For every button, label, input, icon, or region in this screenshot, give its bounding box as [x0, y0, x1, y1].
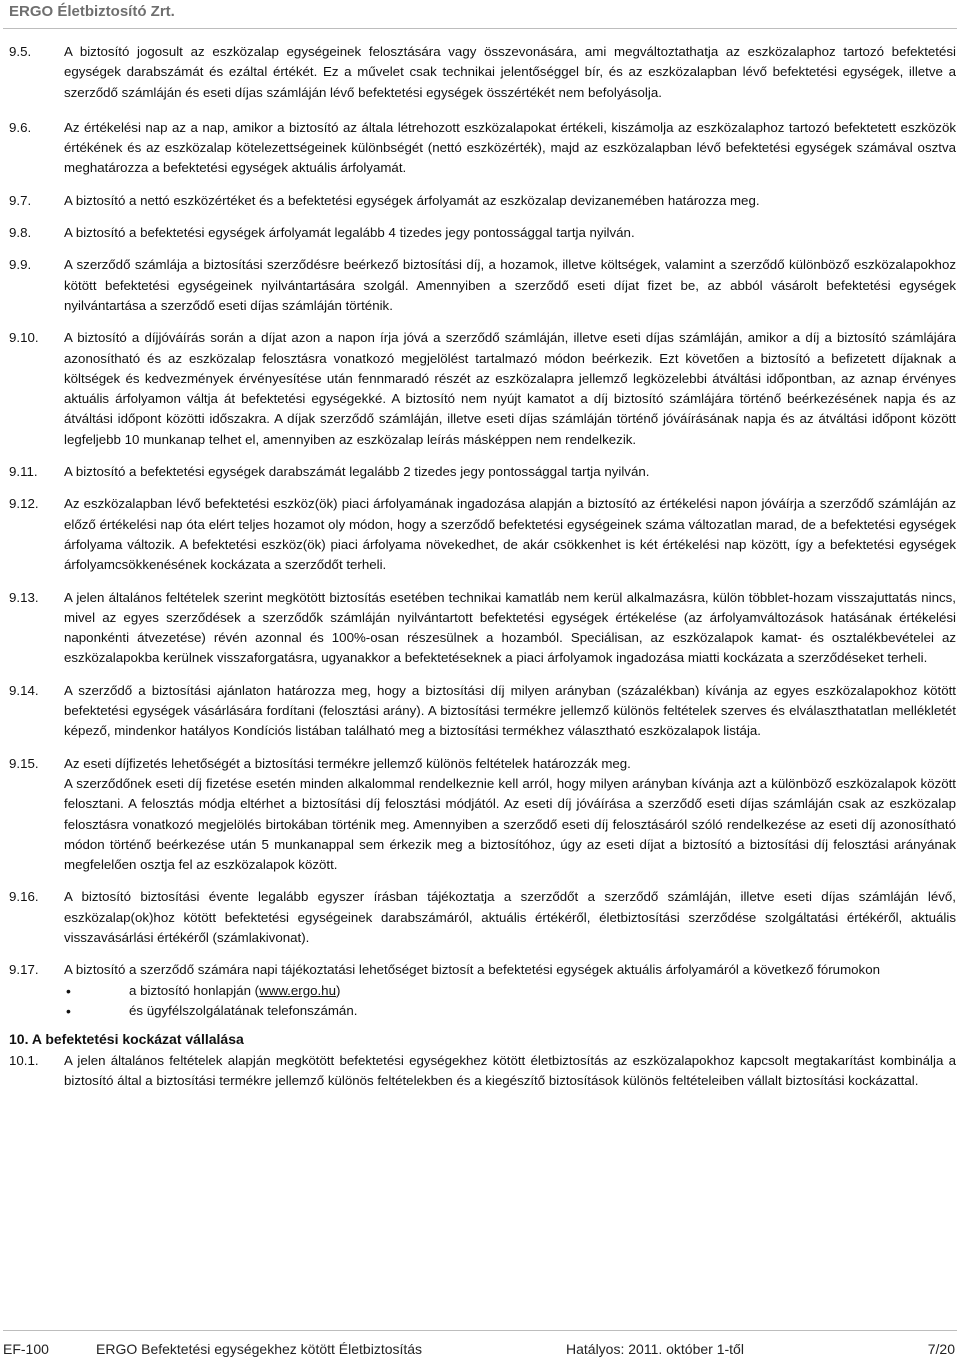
- website-link[interactable]: www.ergo.hu: [259, 982, 336, 998]
- section-text: A biztosító jogosult az eszközalap egységeinek felosztására vagy összevonására, ami megváltoztathatja az eszközalaphoz tartozó befektetési egységek darabszámát és ezáltal értékét. Ez a művelet csak technikai jelentőséggel bír, és az eszközalapban lévő befektetési egységek, illetve a szerződő számláján és eseti díjas számláján lévő befektetési egységek összértékét nem befolyásolja.: [64, 44, 956, 100]
- list-item-prefix: a biztosító honlapján (: [129, 982, 260, 998]
- list-item-text: [129, 981, 340, 1001]
- bullet-icon: •: [66, 1002, 71, 1019]
- section-9-8: [9, 223, 956, 243]
- section-line: Az eseti díjfizetés lehetőségét a biztosítási termékre jellemző különös feltételek határozzák meg.: [64, 755, 631, 771]
- section-10-1: [9, 1051, 956, 1092]
- section-text: A jelen általános feltételek alapján megkötött befektetési egységekhez kötött életbiztosítás az eszközalapokhoz kapcsolt megtakarítást kombinálja a biztosító által a biztosítási termékre jellemző különös feltételekben és a kiegészítő biztosítások különös feltételeiben vállalt biztosítási kockázattal.: [64, 1053, 956, 1089]
- section-9-16: [9, 887, 956, 948]
- section-number: 9.12.: [9, 496, 39, 512]
- document-body: [9, 42, 956, 1104]
- section-text: Az értékelési nap az a nap, amikor a biztosító az általa létrehozott eszközalapokat értékeli, kiszámolja az eszközalaphoz tartozó befektetett eszközök értékének és az eszközalap kötelezettségeinek különbségét (nettó eszközérték), majd az eszközalapban lévő befektetési egységek számával osztva meghatározza a befektetési egységek aktuális árfolyamát.: [64, 119, 956, 176]
- list-item: [64, 981, 956, 1001]
- section-9-7: [9, 191, 956, 211]
- effective-date: Hatályos: 2011. október 1-től: [566, 1341, 744, 1357]
- list-item: [64, 1001, 956, 1021]
- section-text: A biztosító a díjjóváírás során a díjat azon a napon írja jóvá a szerződő számláján, illetve eseti díjas számláján, amikor a díj a biztosító számlájára azonosítható és az eszközalap felosztásra vonatkozó megjelölést tartalmazó módon beérkezik. Ezt követően a biztosító a befizetett díjaknak a költségek és kedvezmények érvényesítése után fennmaradó részét az eszközalapra jellemző legközelebbi átváltási időpontban, az aznap érvényes aktuális árfolyamon váltja át befektetési egységekké. A biztosító nem nyújt kamatot a díj biztosító számlájára történő beérkezésének napja és az átváltási időpont közötti időszakra. A díjak szerződő számláján, illetve eseti díjas számláján történő jóváírásának napja és az átváltási időpont között legfeljebb 10 munkanap telhet el, amennyiben az eszközalap leírás másképpen nem rendelkezik.: [64, 330, 956, 447]
- section-text: A jelen általános feltételek szerint megkötött biztosítás esetében technikai kamatláb nem kerül alkalmazásra, külön többlet-hozam visszajuttatás nincs, mivel az egyes szerződések a szerződők számláján nyilvántartott befektetési egységek értékelése (az árfolyamváltozások hatásának értékelési naponkénti átvezetése) révén azonnal és 100%-osan részesülnek a hozamból. Speciálisan, az eszközalapok kamat- és osztalékbevételei az eszközalapokba kerülnek visszaforgatásra, ugyanakkor a befektetéseknek a piaci árfolyamok ingadozása miatti kockázata a szerződéseket terheli.: [64, 589, 956, 666]
- product-name: ERGO Befektetési egységekhez kötött Életbiztosítás: [96, 1341, 423, 1357]
- section-text: Az eszközalapban lévő befektetési eszköz(ök) piaci árfolyamának ingadozása alapján a biztosító az értékelési napon jóváírja a szerződő számláján az előző értékelési nap óta elért teljes hozamot oly módon, hogy a szerződő befektetési egységeinek száma változatlan marad, de a befektetési egységek árfolyama változik. A befektetési eszköz(ök) piaci árfolyama növekedhet, de akár csökkenhet is két értékelési nap között, így a befektetési egységek árfolyamcsökkenésének kockázata a szerződőt terheli.: [64, 496, 956, 573]
- header-divider: [3, 28, 957, 29]
- section-number: 9.17.: [9, 962, 39, 978]
- section-number: 9.14.: [9, 682, 39, 698]
- section-number: 9.6.: [9, 119, 32, 135]
- section-9-6: [9, 118, 956, 179]
- section-intro: A biztosító a szerződő számára napi tájékoztatási lehetőséget biztosít a befektetési egységek aktuális árfolyamáról a következő fórumokon: [64, 962, 880, 978]
- section-number: 9.7.: [9, 192, 32, 208]
- section-9-17: [9, 960, 956, 1021]
- section-text: A biztosító a nettó eszközértéket és a befektetési egységek árfolyamát az eszközalap devizanemében határozza meg.: [64, 192, 760, 208]
- list-item-suffix: ): [335, 982, 341, 998]
- section-text: A biztosító biztosítási évente legalább egyszer írásban tájékoztatja a szerződőt a szerződő számláján, illetve eseti díjas számláján lévő, eszközalap(ok)hoz kötött befektetési egységeinek darabszámáról, aktuális értékéről, életbiztosítási szerződése szolgáltatási értékéről, aktuális visszavásárlási értékéről (számlakivonat).: [64, 889, 956, 945]
- section-text: A biztosító a befektetési egységek darabszámát legalább 2 tizedes jegy pontossággal tartja nyilván.: [64, 464, 650, 480]
- section-9-5: [9, 42, 956, 103]
- section-text: A biztosító a befektetési egységek árfolyamát legalább 4 tizedes jegy pontossággal tartja nyilván.: [64, 225, 635, 241]
- channel-list: [64, 981, 956, 1022]
- chapter-heading: 10. A befektetési kockázat vállalása: [9, 1031, 244, 1048]
- bullet-icon: •: [66, 982, 71, 999]
- section-9-13: [9, 588, 956, 669]
- section-number: 9.15.: [9, 755, 39, 771]
- section-number: 9.5.: [9, 44, 32, 59]
- list-item-text: és ügyfélszolgálatának telefonszámán.: [129, 1002, 358, 1018]
- section-text: [64, 960, 956, 1021]
- company-header: ERGO Életbiztosító Zrt.: [9, 3, 175, 20]
- section-number: 9.13.: [9, 589, 39, 605]
- section-text: A szerződő a biztosítási ajánlaton határozza meg, hogy a biztosítási díj milyen arányban (százalékban) kívánja az egyes eszközalapokhoz kötött befektetési egységek vásárlására fordítani (felosztási arány). A biztosítási termékre jellemző különös feltételek szerves és elválaszthatatlan mellékletét képező, mindenkor hatályos Kondíciós listában található meg a biztosítási termékhez választható eszközalapok listája.: [64, 682, 956, 739]
- section-number: 10.1.: [9, 1053, 39, 1069]
- footer-divider: [3, 1330, 957, 1331]
- page-footer: [3, 1341, 957, 1361]
- section-number: 9.10.: [9, 330, 39, 346]
- section-9-15: [9, 754, 956, 876]
- section-number: 9.11.: [9, 464, 38, 480]
- section-text: [64, 754, 956, 876]
- section-number: 9.16.: [9, 889, 39, 905]
- page-number: 7/20: [927, 1341, 955, 1357]
- section-9-14: [9, 681, 956, 742]
- section-number: 9.9.: [9, 257, 32, 273]
- section-number: 9.8.: [9, 225, 32, 241]
- section-9-10: [9, 328, 956, 450]
- section-9-9: [9, 255, 956, 316]
- section-paragraph: A szerződőnek eseti díj fizetése esetén minden alkalommal rendelkeznie kell arról, hogy milyen arányban kívánja azt a különböző eszközalapok között felosztani. A felosztás módja eltérhet a biztosítási díj felosztási módjától. Az eseti díj jóváírása a szerződő eseti díjas számláján csak az eszközalap felosztásra vonatkozó megjelölés birtokában történik meg. Amennyiben a szerződő eseti díj felosztásáról szóló rendelkezése az eseti díj azonosítható módon történő beérkezése után 5 munkanappal sem érkezik meg a biztosítóhoz, úgy az eseti díjat a biztosító a biztosítási díj felosztási arányának megfelelően osztja fel az eszközalapok között.: [64, 775, 956, 873]
- section-text: A szerződő számlája a biztosítási szerződésre beérkező biztosítási díj, a hozamok, illetve költségek, valamint a szerződő különböző eszközalapokhoz kötött befektetési egységeinek nyilvántartására szolgál. Amennyiben a szerződő eseti díjat fizet be, az abból vásárolt befektetési egységek nyilvántartása a szerződő eseti díjas számláján történik.: [64, 257, 956, 313]
- section-9-12: [9, 494, 956, 575]
- section-9-11: [9, 462, 956, 482]
- document-code: EF-100: [3, 1341, 49, 1357]
